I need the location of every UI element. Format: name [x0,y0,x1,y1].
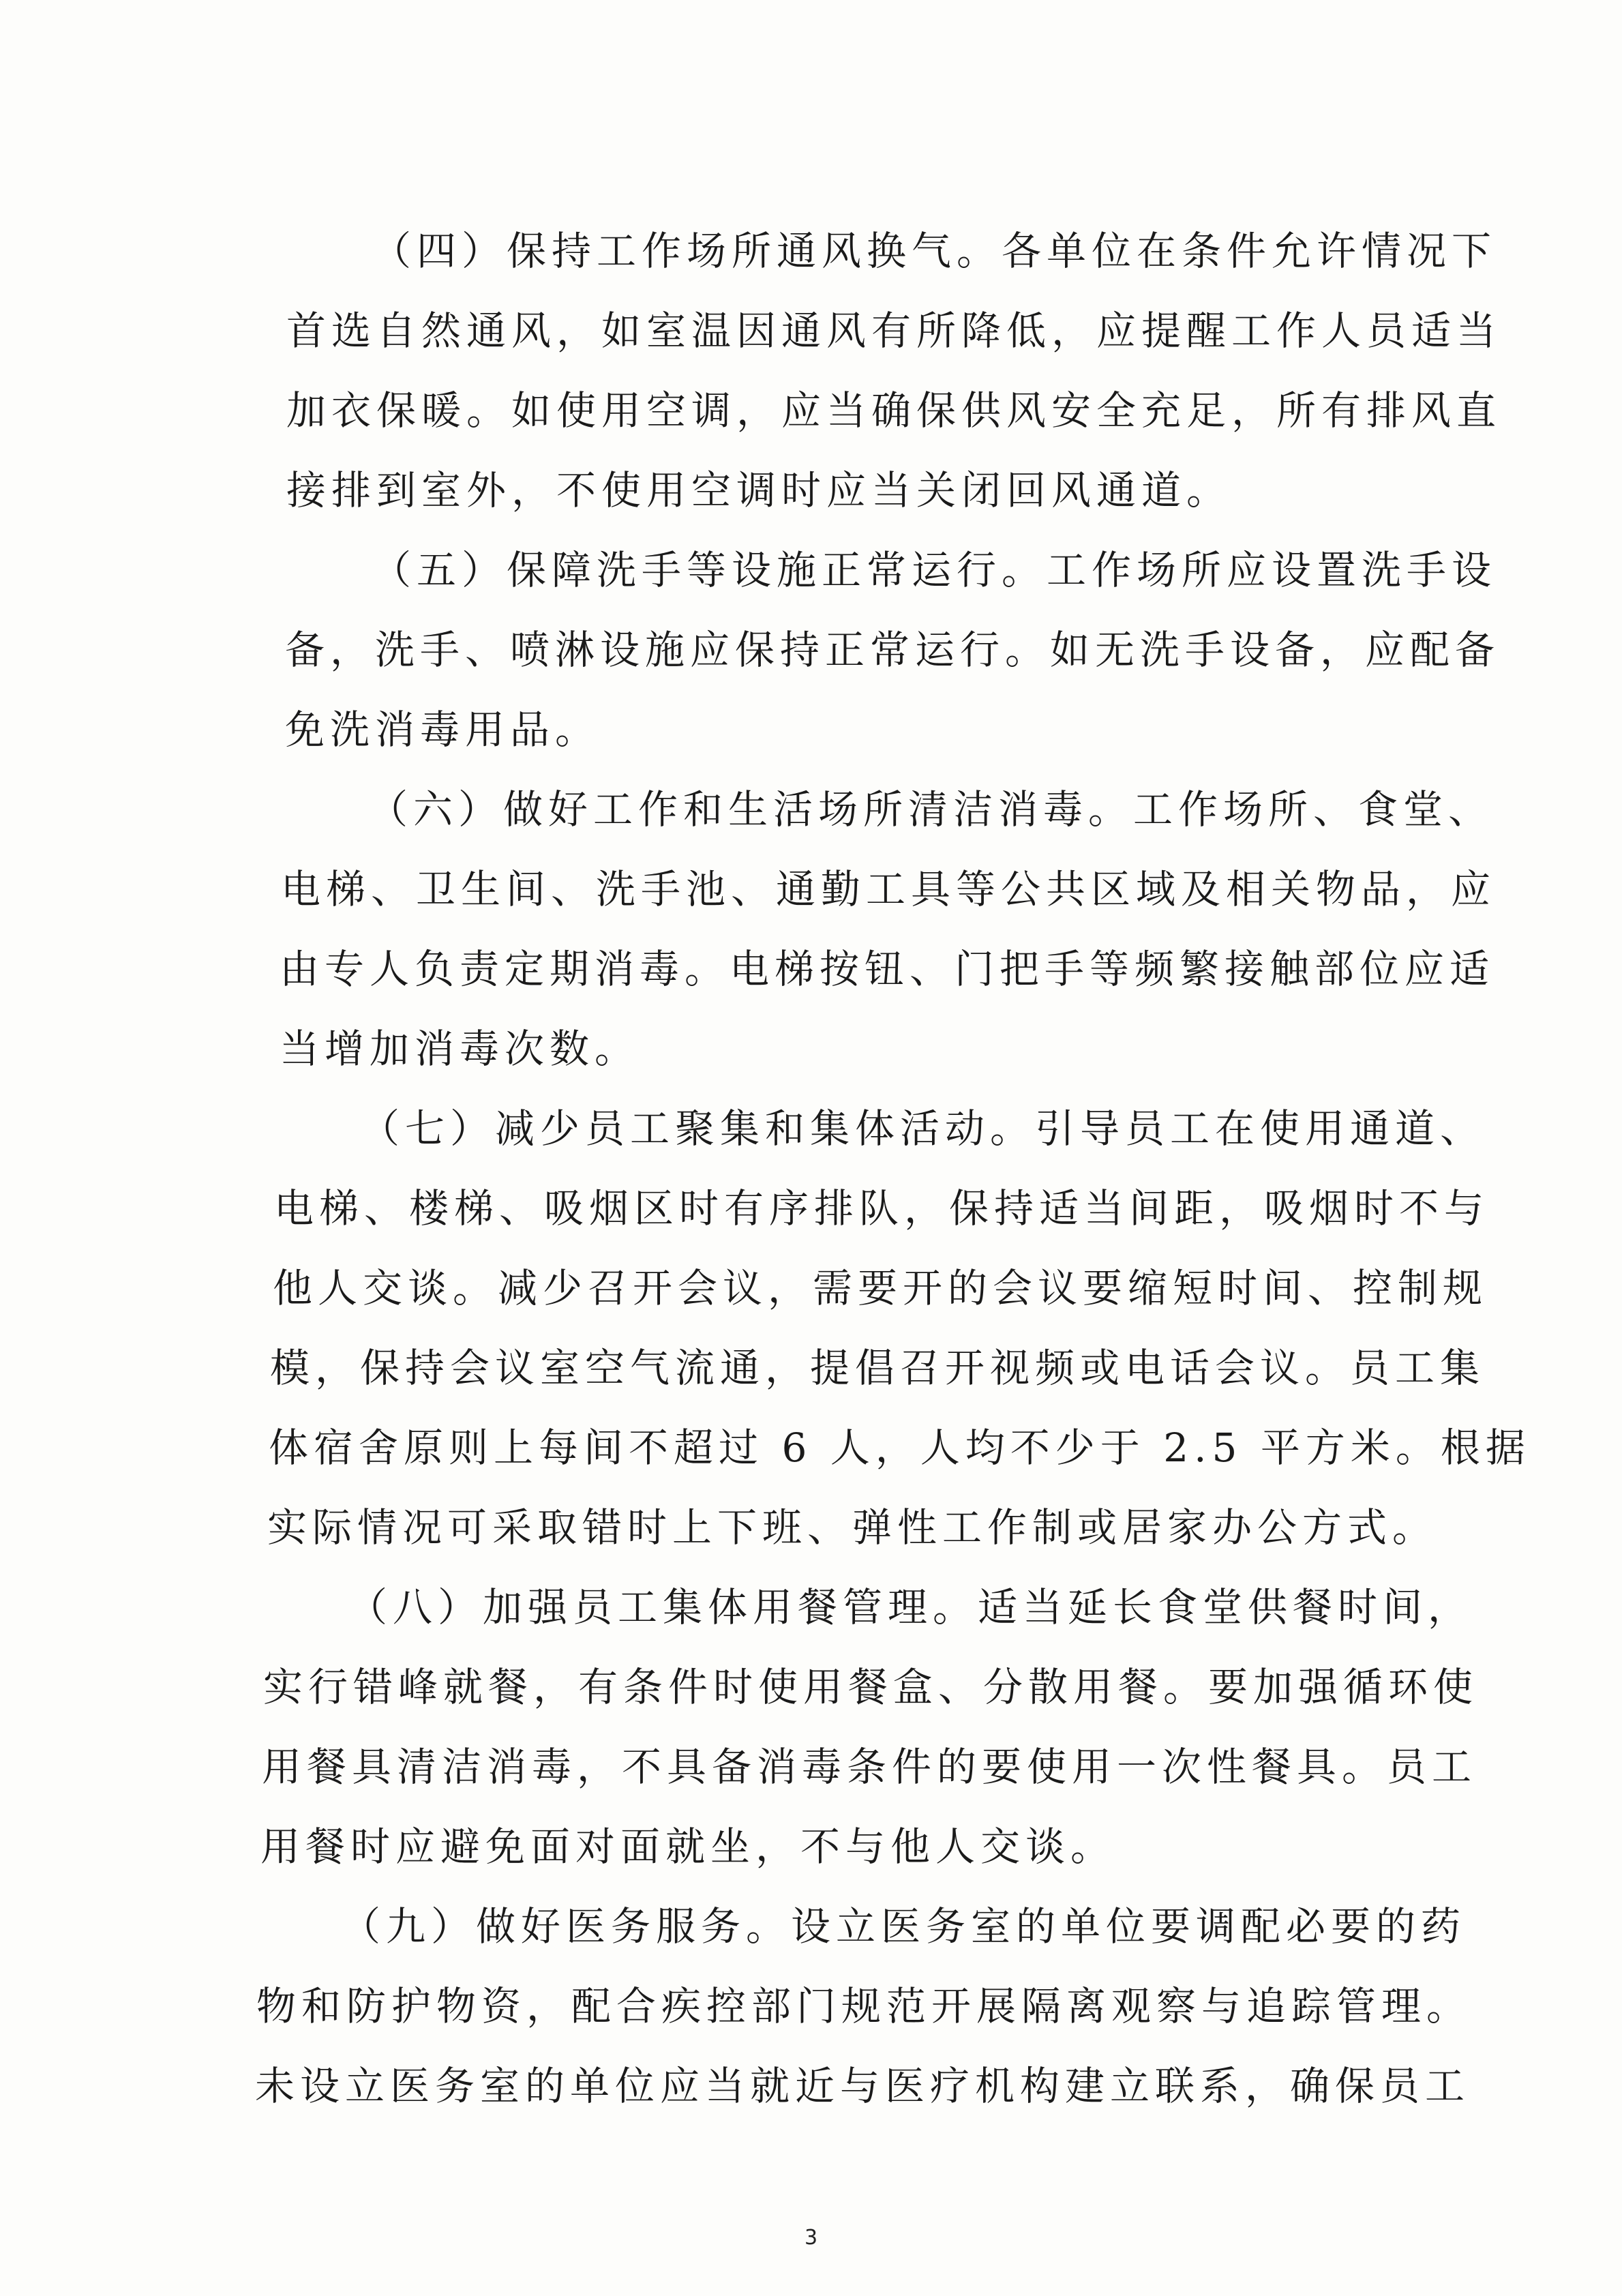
body-line: （八）加强员工集体用餐管理。适当延长食堂供餐时间， [348,1584,1473,1630]
body-line: 他人交谈。减少召开会议，需要开的会议要缩短时间、控制规 [273,1265,1488,1311]
body-line: 电梯、卫生间、洗手池、通勤工具等公共区域及相关物品，应 [281,866,1497,912]
page-number: 3 [804,2226,818,2250]
body-line: （九）做好医务服务。设立医务室的单位要调配必要的药 [341,1903,1467,1950]
body-line: 用餐时应避免面对面就坐，不与他人交谈。 [260,1823,1116,1870]
body-line: （七）减少员工聚集和集体活动。引导员工在使用通道、 [360,1105,1486,1152]
body-line: 物和防护物资，配合疾控部门规范开展隔离观察与追踪管理。 [256,1983,1472,2029]
body-line: 首选自然通风，如室温因通风有所降低，应提醒工作人员适当 [286,308,1502,354]
body-line: 电梯、楼梯、吸烟区时有序排队，保持适当间距，吸烟时不与 [274,1185,1490,1232]
body-line: 备，洗手、喷淋设施应保持正常运行。如无洗手设备，应配备 [285,627,1501,673]
body-line: 免洗消毒用品。 [285,706,601,753]
body-line: 接排到室外，不使用空调时应当关闭回风通道。 [286,467,1232,513]
body-line: 用餐具清洁消毒，不具备消毒条件的要使用一次性餐具。员工 [262,1744,1477,1790]
body-line: 当增加消毒次数。 [280,1026,640,1072]
body-line: 实际情况可采取错时上下班、弹性工作制或居家办公方式。 [267,1504,1438,1551]
body-line: （六）做好工作和生活场所清洁消毒。工作场所、食堂、 [368,786,1494,833]
body-line: （四）保持工作场所通风换气。各单位在条件允许情况下 [372,228,1497,274]
body-line: 由专人负责定期消毒。电梯按钮、门把手等频繁接触部位应适 [280,946,1495,992]
body-line: 模，保持会议室空气流通，提倡召开视频或电话会议。员工集 [270,1345,1486,1391]
body-line: 加衣保暖。如使用空调，应当确保供风安全充足，所有排风直 [286,387,1502,434]
body-line: 体宿舍原则上每间不超过 6 人，人均不少于 2.5 平方米。根据 [269,1425,1531,1471]
body-line: 实行错峰就餐，有条件时使用餐盒、分散用餐。要加强循环使 [263,1664,1479,1710]
body-line: 未设立医务室的单位应当就近与医疗机构建立联系，确保员工 [255,2063,1471,2109]
body-line: （五）保障洗手等设施正常运行。工作场所应设置洗手设 [372,547,1497,593]
